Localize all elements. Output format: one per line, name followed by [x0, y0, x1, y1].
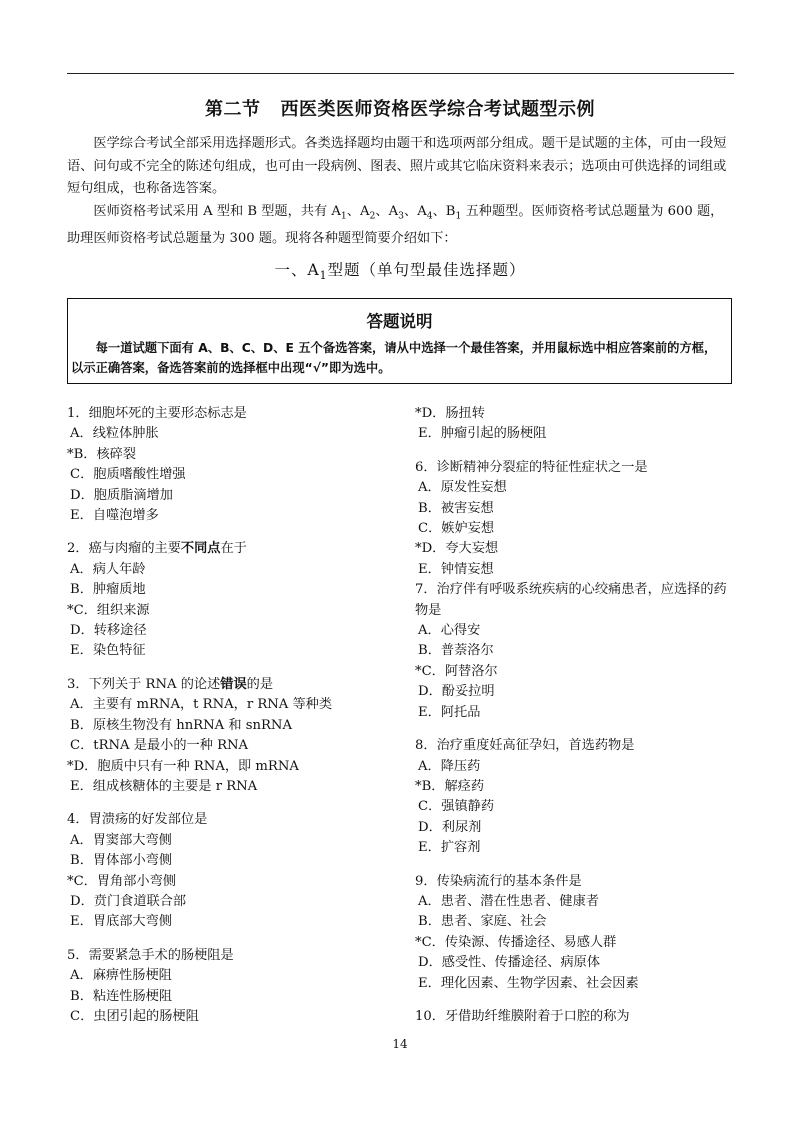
option-d-correct[interactable]: *D．夸大妄想: [415, 541, 499, 557]
option-e[interactable]: E．扩容剂: [418, 840, 481, 856]
intro-paragraph-1: 医学综合考试全部采用选择题形式。各类选择题均由题干和选项两部分组成。题干是试题的主体，可由一段短语、问句或不完全的陈述句组成，也可由一段病例、图表、照片或其它临床资料来表示；选项由可供选择的词组或短句组成，也称备选答案。: [67, 136, 727, 196]
question-stem: 6．诊断精神分裂症的特征性症状之一是: [415, 459, 648, 475]
option-e[interactable]: E．胃底部大弯侧: [70, 914, 172, 930]
option-a[interactable]: A．麻痹性肠梗阻: [70, 968, 172, 984]
instructions-box: [67, 298, 732, 384]
question-9: [415, 872, 737, 994]
option-d-correct[interactable]: *D．胞质中只有一种 RNA，即 mRNA: [67, 758, 299, 774]
header-rule: [67, 73, 734, 74]
right-column: [415, 404, 737, 1040]
instructions-text: 每一道试题下面有 A、B、C、D、E 五个备选答案，请从中选择一个最佳答案，并用鼠标选中相应答案前的方框，以示正确答案，备选答案前的选择框中出现“√”即为选中。: [71, 341, 717, 375]
question-stem: 9．传染病流行的基本条件是: [415, 873, 582, 889]
question-stem: 3．下列关于 RNA 的论述错误的是: [67, 676, 274, 692]
option-a[interactable]: A．患者、潜在性患者、健康者: [418, 893, 599, 909]
question-4: [67, 810, 397, 932]
option-e[interactable]: E．自噬泡增多: [70, 508, 159, 524]
option-c[interactable]: C．强镇静药: [418, 799, 495, 815]
question-6: [415, 458, 737, 580]
option-d[interactable]: D．感受性、传播途径、病原体: [418, 955, 601, 971]
option-b[interactable]: B．被害妄想: [418, 500, 494, 516]
option-c-correct[interactable]: *C．组织来源: [67, 602, 150, 618]
option-b[interactable]: B．原核生物没有 hnRNA 和 snRNA: [70, 717, 292, 733]
option-b[interactable]: B．胃体部小弯侧: [70, 853, 173, 869]
question-5-continued: [415, 404, 737, 445]
question-stem: 7．治疗伴有呼吸系统疾病的心绞痛患者，应选择的药物是: [415, 582, 727, 618]
option-b-correct[interactable]: *B．解痉药: [415, 778, 485, 794]
option-e[interactable]: E．染色特征: [70, 643, 146, 659]
option-c[interactable]: C．胞质嗜酸性增强: [70, 467, 186, 483]
section-title: 西医类医师资格医学综合考试题型示例: [280, 99, 595, 120]
option-c[interactable]: C．虫团引起的肠梗阻: [70, 1008, 199, 1024]
option-b[interactable]: B．患者、家庭、社会: [418, 914, 547, 930]
option-b-correct[interactable]: *B．核碎裂: [67, 446, 137, 462]
question-10: [415, 1007, 737, 1027]
option-c[interactable]: C．tRNA 是最小的一种 RNA: [70, 738, 249, 754]
option-c-correct[interactable]: *C．胃角部小弯侧: [67, 873, 176, 889]
option-c-correct[interactable]: *C．传染源、传播途径、易感人群: [415, 934, 617, 950]
option-a[interactable]: A．降压药: [418, 758, 481, 774]
option-d[interactable]: D．转移途径: [70, 623, 147, 639]
option-e[interactable]: E．阿托品: [418, 704, 481, 720]
option-a[interactable]: A．线粒体肿胀: [70, 426, 159, 442]
option-b[interactable]: B．普萘洛尔: [418, 643, 494, 659]
option-a[interactable]: A．原发性妄想: [418, 480, 507, 496]
option-d[interactable]: D．酚妥拉明: [418, 684, 495, 700]
option-a[interactable]: A．主要有 mRNA，t RNA，r RNA 等种类: [70, 697, 333, 713]
question-stem: 4．胃溃疡的好发部位是: [67, 812, 208, 828]
option-e[interactable]: E．钟情妄想: [418, 561, 494, 577]
option-b[interactable]: B．肿瘤质地: [70, 582, 146, 598]
question-7: [415, 580, 737, 723]
instructions-title: 答题说明: [366, 312, 433, 331]
question-stem: 10．牙借助纤维膜附着于口腔的称为: [415, 1008, 630, 1024]
question-8: [415, 736, 737, 858]
section-heading: 一、$A_1$型题（单句型最佳选择题）: [274, 261, 526, 283]
intro-text: [67, 133, 734, 250]
option-e[interactable]: E．肿瘤引起的肠梗阻: [418, 426, 547, 442]
option-e[interactable]: E．组成核糖体的主要是 r RNA: [70, 778, 258, 794]
page-title: [0, 95, 800, 121]
question-1: [67, 404, 397, 526]
question-5: [67, 946, 397, 1028]
page-number: 14: [392, 1037, 408, 1051]
option-a[interactable]: A．病人年龄: [70, 561, 146, 577]
question-stem: 2．癌与肉瘤的主要不同点在于: [67, 541, 247, 557]
option-b[interactable]: B．粘连性肠梗阻: [70, 988, 173, 1004]
question-stem: 5．需要紧急手术的肠梗阻是: [67, 947, 234, 963]
option-a[interactable]: A．胃窦部大弯侧: [70, 832, 172, 848]
option-e[interactable]: E．理化因素、生物学因素、社会因素: [418, 975, 639, 991]
question-2: [67, 539, 397, 661]
option-a[interactable]: A．心得安: [418, 623, 481, 639]
option-d-correct[interactable]: *D．肠扭转: [415, 406, 485, 421]
question-stem: 8．治疗重度妊高征孕妇，首选药物是: [415, 738, 635, 754]
option-c[interactable]: C．嫉妒妄想: [418, 521, 495, 537]
section-number: 第二节: [205, 99, 261, 120]
option-d[interactable]: D．胞质脂滴增加: [70, 487, 173, 503]
option-d[interactable]: D．贲门食道联合部: [70, 893, 187, 909]
question-3: [67, 675, 397, 797]
left-column: [67, 404, 397, 1040]
intro-paragraph-2: 医师资格考试采用 A 型和 B 型题，共有 $A_1$、$A_2$、$A_3$、$A_4$、$B_1$ 五种题型。医师资格考试总题量为 600 题，助理医师资格考试总题量为 300 题。现将各种题型简要介绍如下：: [67, 203, 724, 246]
option-d[interactable]: D．利尿剂: [418, 819, 482, 835]
option-c-correct[interactable]: *C．阿替洛尔: [415, 663, 498, 679]
question-stem: 1．细胞坏死的主要形态标志是: [67, 406, 247, 421]
